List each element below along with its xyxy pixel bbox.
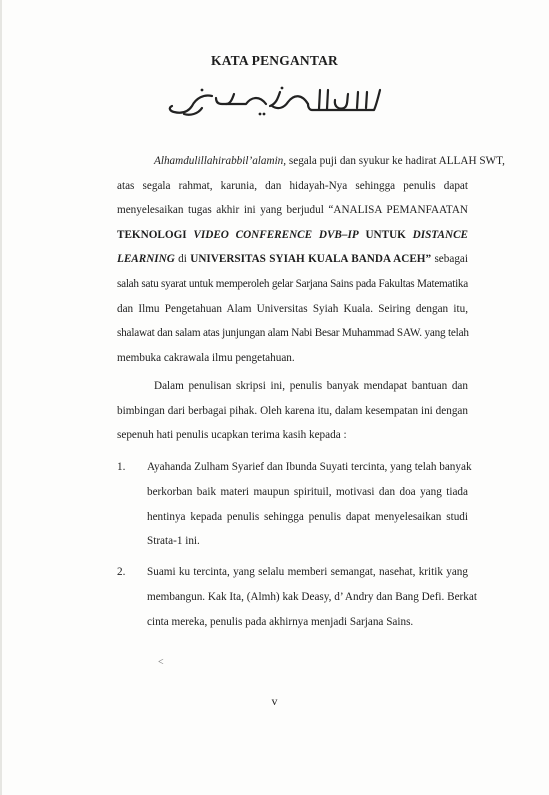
paragraph-thanks — [117, 374, 468, 448]
text-line: cinta mereka, penulis pada akhirnya menjadi Sarjana Sains. — [147, 615, 414, 628]
page-edge-shadow — [0, 0, 2, 795]
text-line: dan Ilmu Pengetahuan Alam Universitas Syiah Kuala. Seiring dengan itu, — [117, 302, 468, 315]
text-line: hentinya kepada penulis sehingga penulis dapat menyelesaikan studi — [147, 510, 468, 523]
list-item — [117, 455, 472, 554]
paragraph-opening — [117, 149, 505, 370]
text-line: berkorban baik materi maupun spirituil, motivasi dan doa yang tiada — [147, 485, 468, 498]
text-line: Alhamdulillahirabbil’alamin, segala puji dan syukur ke hadirat ALLAH SWT, — [154, 155, 505, 167]
list-number: 2. — [117, 566, 126, 579]
acknowledgement-list — [117, 455, 477, 635]
list-item — [117, 560, 477, 634]
text-line: membuka cakrawala ilmu pengetahuan. — [117, 351, 295, 364]
page-title: KATA PENGANTAR — [211, 53, 338, 68]
text-line: menyelesaikan tugas akhir ini yang berjudul “ANALISA PEMANFAATAN — [117, 204, 468, 217]
list-number: 1. — [117, 461, 126, 473]
page-number: v — [271, 694, 278, 708]
basmala-calligraphy — [162, 84, 392, 120]
text-line: salah satu syarat untuk memperoleh gelar Sarjana Sains pada Fakultas Matematika — [117, 277, 468, 290]
text-line: LEARNING di UNIVERSITAS SYIAH KUALA BANDA ACEH” sebagai — [117, 253, 468, 266]
text-line: Dalam penulisan skripsi ini, penulis banyak mendapat bantuan dan — [154, 380, 468, 392]
text-line: Ayahanda Zulham Syarief dan Ibunda Suyati tercinta, yang telah banyak — [147, 461, 472, 473]
text-line: membangun. Kak Ita, (Almh) kak Deasy, d’ Andry dan Bang Defi. Berkat — [147, 590, 477, 603]
text-line: Suami ku tercinta, yang selalu memberi semangat, nasehat, kritik yang — [147, 566, 468, 579]
scan-speck: ˂ — [158, 657, 164, 668]
text-line: Strata-1 ini. — [147, 535, 200, 548]
text-line: atas segala rahmat, karunia, dan hidayah-Nya sehingga penulis dapat — [117, 179, 468, 192]
text-line: sepenuh hati penulis ucapkan terima kasih kepada : — [117, 429, 347, 442]
text-line: shalawat dan salam atas junjungan alam Nabi Besar Muhammad SAW. yang telah — [117, 327, 469, 340]
text-line: TEKNOLOGI VIDEO CONFERENCE DVB–IP UNTUK DISTANCE — [117, 228, 468, 241]
text-line: bimbingan dari berbagai pihak. Oleh karena itu, dalam kesempatan ini dengan — [117, 404, 468, 417]
